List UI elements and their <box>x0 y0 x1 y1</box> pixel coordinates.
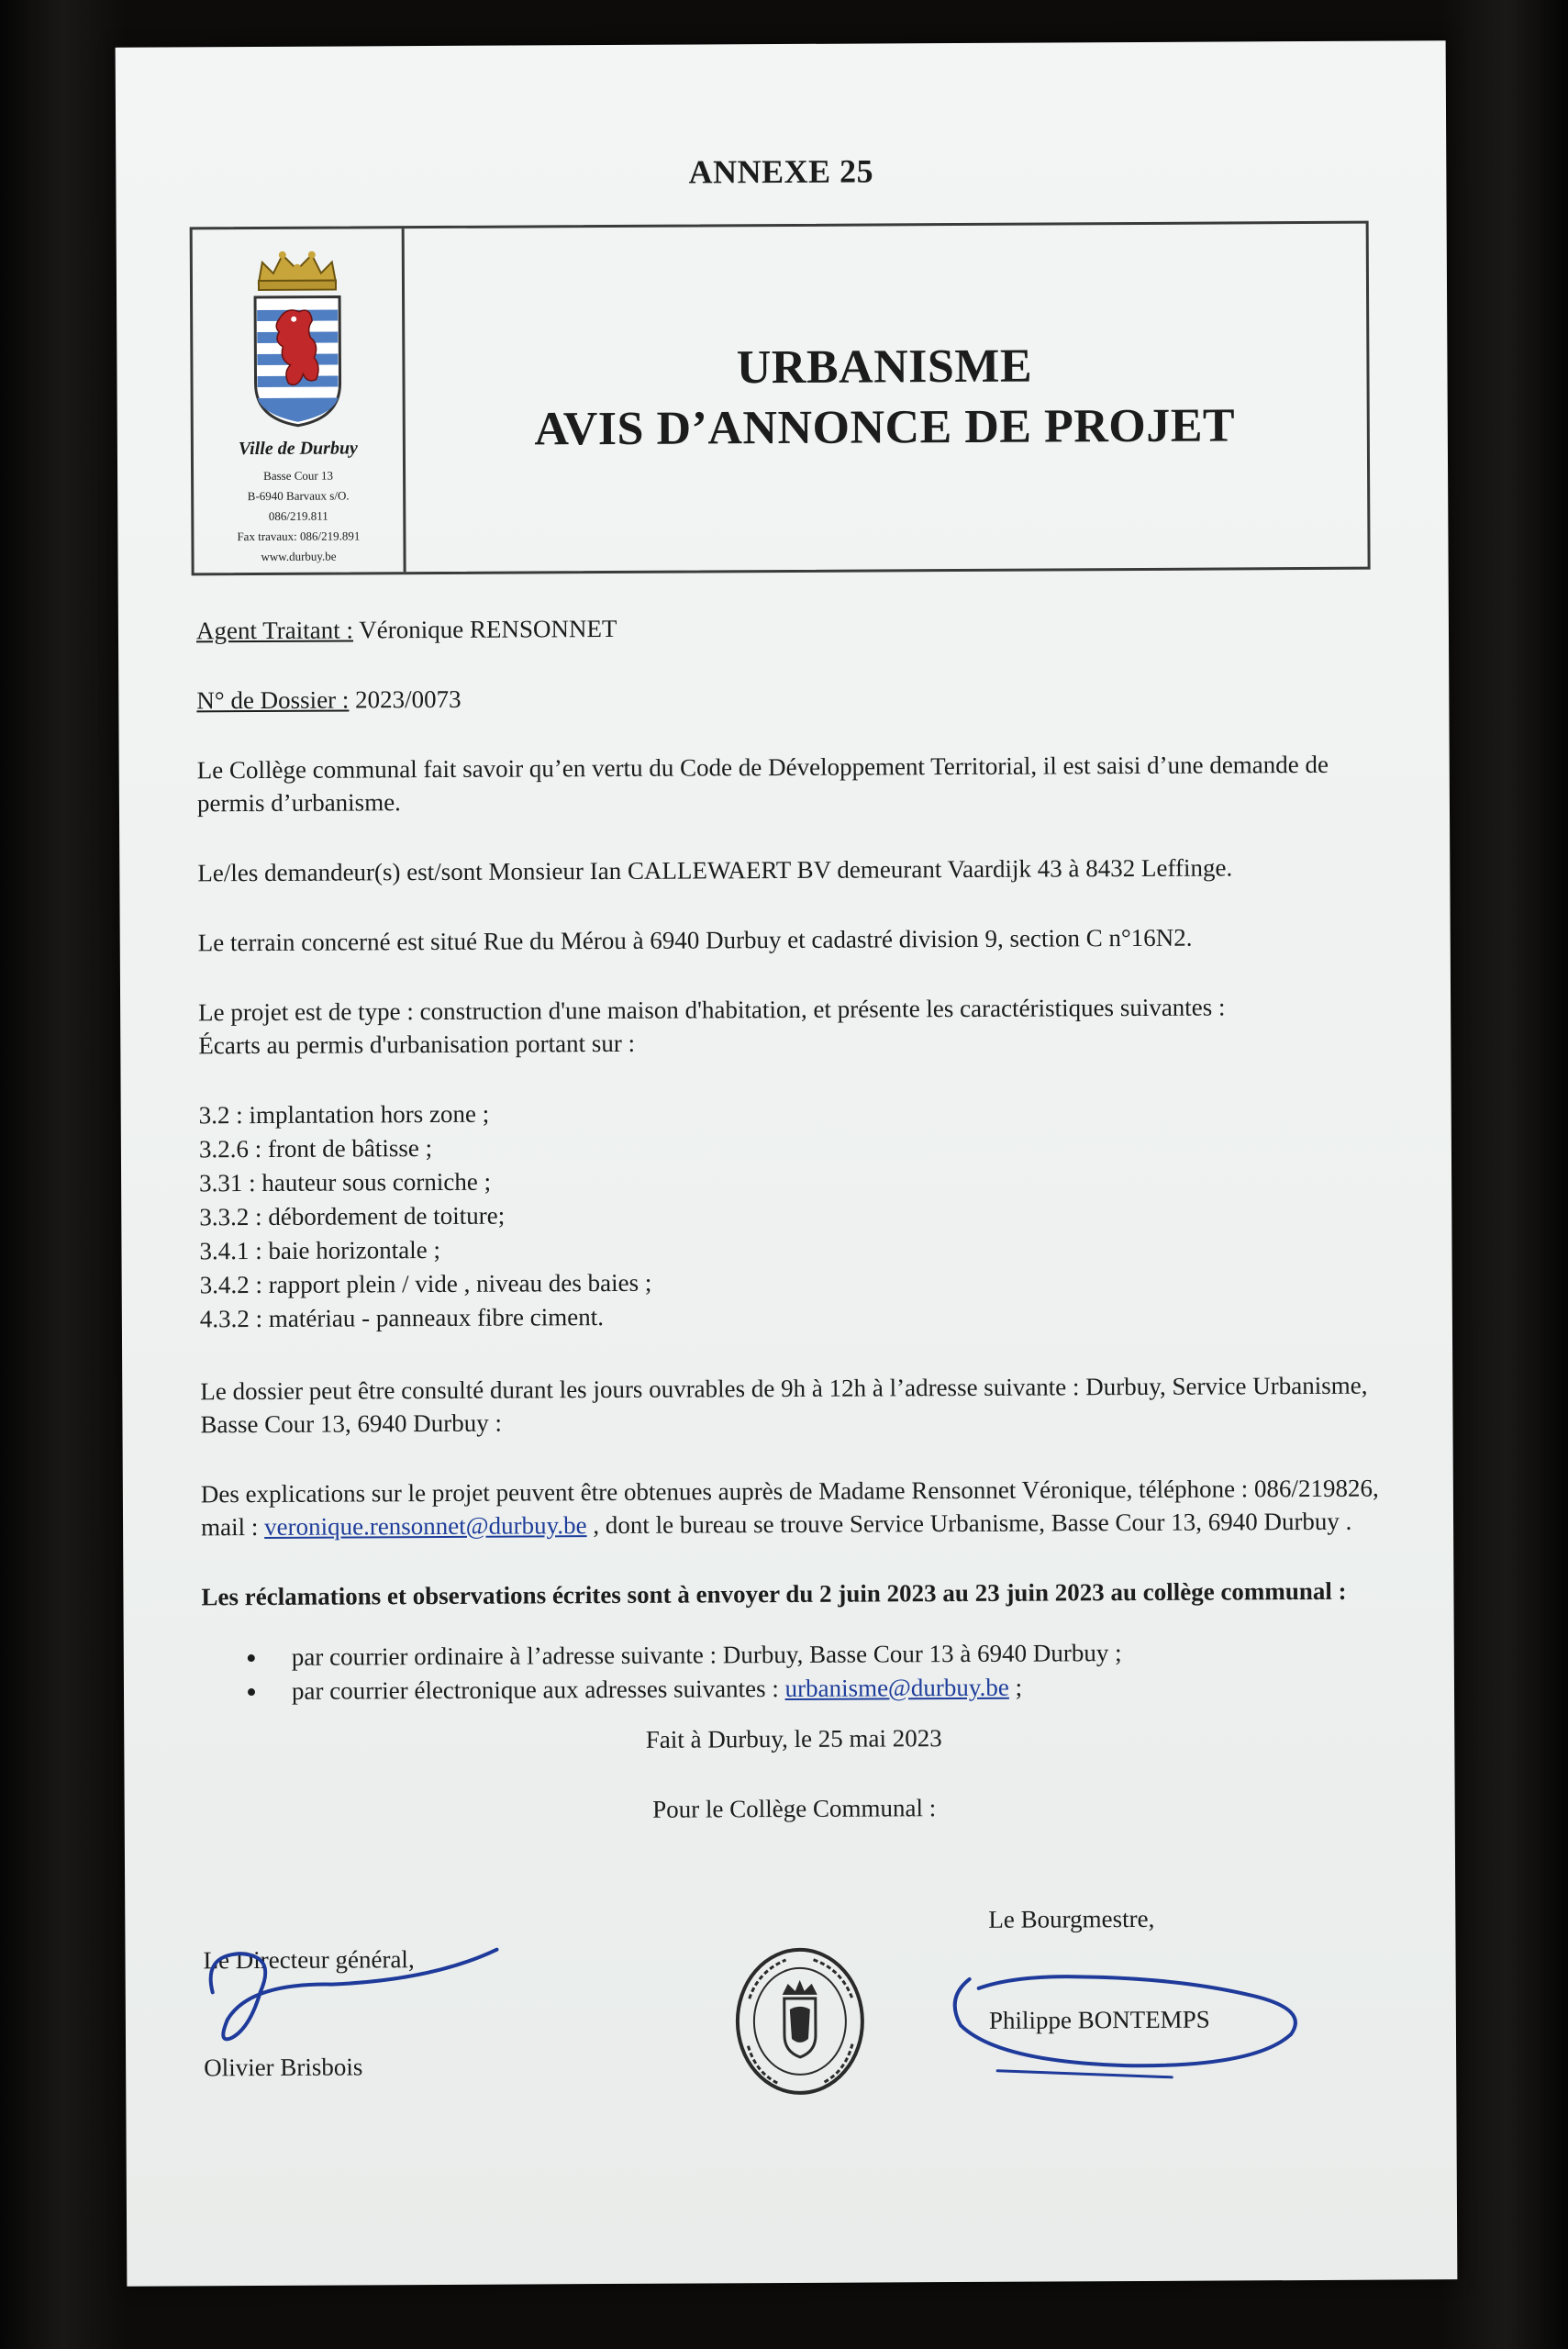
consultation-paragraph: Le dossier peut être consulté durant les jours ouvrables de 9h à 12h à l’adresse suivante : Durbuy, Service Urbanisme, Basse Cour 13, 6940 Durbuy : <box>200 1371 1368 1439</box>
fait-line: Fait à Durbuy, le 25 mai 2023 <box>645 1724 942 1753</box>
ecarts-list <box>199 1093 1384 1337</box>
directeur-title: Le Directeur général, <box>203 1945 415 1975</box>
logo-cell <box>193 228 406 573</box>
address-line: B-6940 Barvaux s/O. <box>247 488 350 504</box>
bullet-email-end: ; <box>1008 1673 1023 1701</box>
address-line: www.durbuy.be <box>261 549 337 563</box>
agent-email-link[interactable]: veronique.rensonnet@durbuy.be <box>263 1511 587 1541</box>
municipality-name: Ville de Durbuy <box>238 438 358 460</box>
agent-line <box>196 608 1380 648</box>
signature-area <box>203 1904 1387 2140</box>
municipality-address <box>194 465 404 567</box>
header-box <box>190 221 1371 576</box>
bourgmestre-title: Le Bourgmestre, <box>988 1904 1155 1933</box>
address-line: 086/219.811 <box>268 508 328 523</box>
bullet-email-text: par courrier électronique aux adresses suivantes : <box>291 1675 785 1705</box>
terrain-paragraph: Le terrain concerné est situé Rue du Mérou à 6940 Durbuy et cadastré division 9, section C n°16N2. <box>197 923 1193 957</box>
list-item <box>248 1635 1385 1675</box>
notice-paper <box>116 40 1458 2287</box>
bullet-icon <box>248 1654 255 1662</box>
list-item: 3.31 : hauteur sous corniche ; <box>199 1167 492 1197</box>
list-item <box>248 1669 1385 1709</box>
demandeur-paragraph: Le/les demandeur(s) est/sont Monsieur Ian CALLEWAERT BV demeurant Vaardijk 43 à 8432 Leffinge. <box>197 853 1233 887</box>
pour-line: Pour le Collège Communal : <box>652 1794 937 1823</box>
list-item: 3.4.2 : rapport plein / vide , niveau des baies ; <box>199 1268 652 1299</box>
directeur-signature-scribble <box>194 1927 506 2066</box>
projet-ecarts-intro: Écarts au permis d'urbanisation portant sur : <box>198 1029 636 1060</box>
address-line: Basse Cour 13 <box>263 468 334 483</box>
coat-of-arms-icon <box>246 245 350 429</box>
bourgmestre-name: Philippe BONTEMPS <box>988 2005 1210 2034</box>
address-line: Fax travaux: 086/219.891 <box>237 529 361 544</box>
dossier-label: N° de Dossier : <box>196 685 350 715</box>
dossier-line <box>196 678 1380 718</box>
bullet-postal: par courrier ordinaire à l’adresse suivante : Durbuy, Basse Cour 13 à 6940 Durbuy ; <box>291 1639 1122 1671</box>
dossier-value: 2023/0073 <box>349 685 462 714</box>
agent-label: Agent Traitant : <box>195 616 354 645</box>
directeur-name: Olivier Brisbois <box>204 2053 363 2082</box>
bourgmestre-signature-scribble <box>942 1959 1310 2089</box>
municipal-seal-icon <box>730 1943 869 2100</box>
list-item: 3.2.6 : front de bâtisse ; <box>198 1134 433 1163</box>
title-avis: AVIS D’ANNONCE DE PROJET <box>534 399 1236 456</box>
intro-paragraph: Le Collège communal fait savoir qu’en vertu du Code de Développement Territorial, il est saisi d’une demande de permis d’urbanisme. <box>196 750 1329 818</box>
projet-paragraph <box>198 990 1382 1063</box>
urbanisme-email-link[interactable]: urbanisme@durbuy.be <box>784 1673 1009 1703</box>
list-item: 4.3.2 : matériau - panneaux fibre ciment. <box>199 1303 605 1333</box>
reclamations-paragraph: Les réclamations et observations écrites sont à envoyer du 2 juin 2023 au 23 juin 2023 au collège communal : <box>201 1576 1347 1611</box>
projet-type: Le projet est de type : construction d'une maison d'habitation, et présente les caractéristiques suivantes : <box>198 993 1226 1027</box>
bullet-icon <box>248 1688 255 1696</box>
explications-paragraph <box>201 1472 1385 1544</box>
bourgmestre-signature-block <box>988 1904 1210 2034</box>
agent-value: Véronique RENSONNET <box>352 614 617 644</box>
list-item: 3.4.1 : baie horizontale ; <box>199 1235 440 1265</box>
list-item: 3.2 : implantation hors zone ; <box>198 1099 490 1130</box>
explications-text: Des explications sur le projet peuvent être obtenues auprès de Madame Rensonnet Véronique, téléphone : 086/219826, mail : <box>200 1474 1379 1542</box>
title-urbanisme: URBANISME <box>736 340 1033 395</box>
list-item: 3.3.2 : débordement de toiture; <box>199 1201 506 1231</box>
submission-methods <box>202 1635 1385 1709</box>
explications-text-end: , dont le bureau se trouve Service Urbanisme, Basse Cour 13, 6940 Durbuy . <box>586 1507 1352 1540</box>
title-cell <box>402 224 1368 572</box>
annexe-label: ANNEXE 25 <box>688 152 874 191</box>
notice-body <box>196 608 1386 1865</box>
